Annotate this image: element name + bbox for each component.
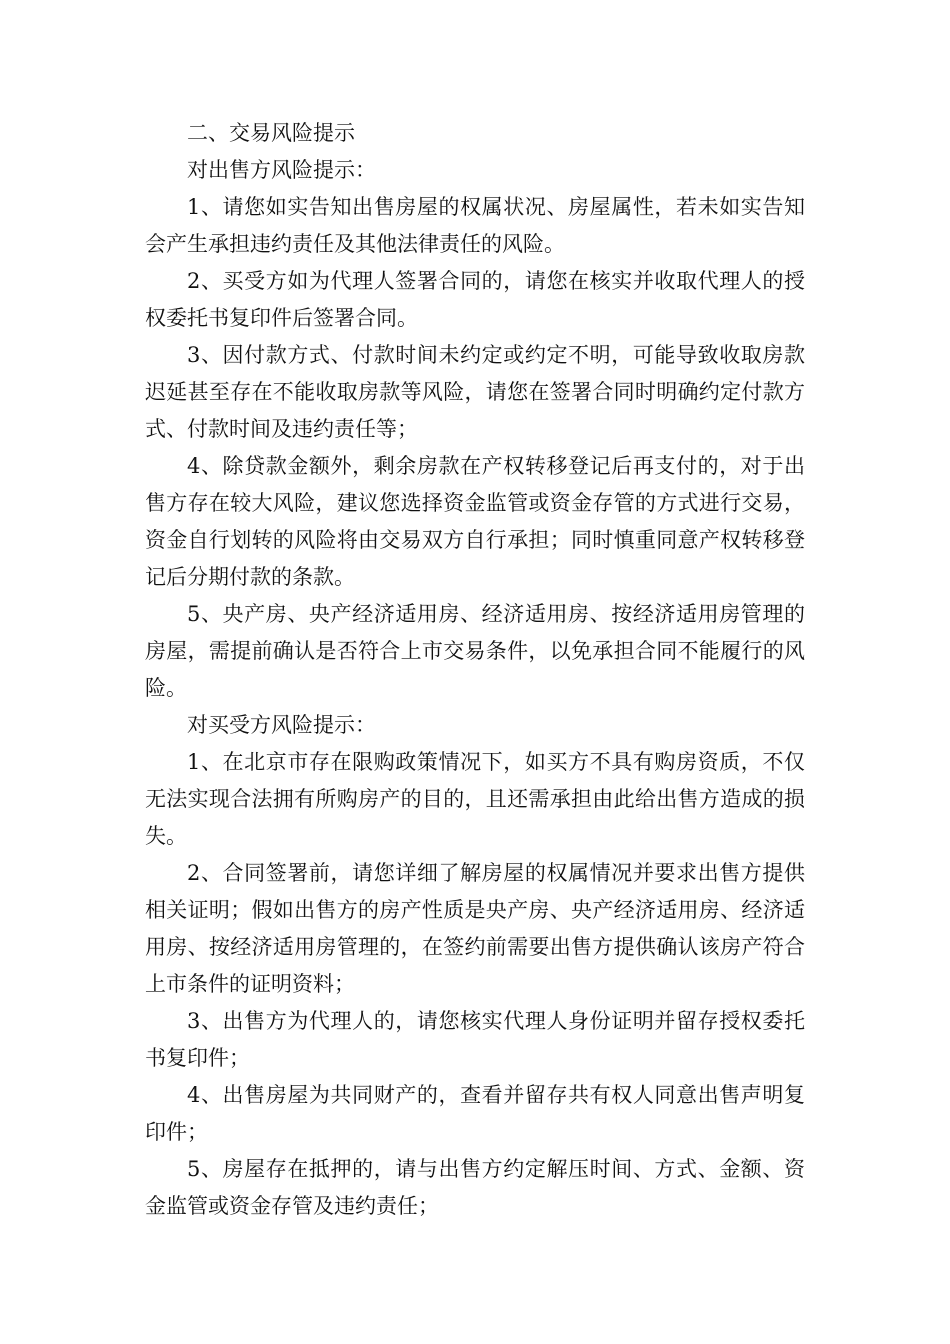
seller-risk-list [145,189,805,707]
buyer-risk-item-4: 4、出售房屋为共同财产的，查看并留存共有权人同意出售声明复印件； [145,1083,805,1144]
buyer-risk-item-1: 1、在北京市存在限购政策情况下，如买方不具有购房资质，不仅无法实现合法拥有所购房产的目的，且还需承担由此给出售方造成的损失。 [145,750,805,848]
document-page [145,115,805,1225]
buyer-risk-item-5: 5、房屋存在抵押的，请与出售方约定解压时间、方式、金额、资金监管或资金存管及违约责任； [145,1157,805,1218]
buyer-risk-item-2: 2、合同签署前，请您详细了解房屋的权属情况并要求出售方提供相关证明；假如出售方的房产性质是央产房、央产经济适用房、经济适用房、按经济适用房管理的，在签约前需要出售方提供确认该房产符合上市条件的证明资料； [145,861,805,996]
seller-risk-heading: 对出售方风险提示： [187,158,376,182]
section-heading: 二、交易风险提示 [187,121,355,145]
buyer-risk-heading: 对买受方风险提示： [187,713,376,737]
seller-risk-item-4: 4、除贷款金额外，剩余房款在产权转移登记后再支付的，对于出售方存在较大风险，建议您选择资金监管或资金存管的方式进行交易，资金自行划转的风险将由交易双方自行承担；同时慎重同意产权转移登记后分期付款的条款。 [145,454,805,589]
seller-risk-item-5: 5、央产房、央产经济适用房、经济适用房、按经济适用房管理的房屋，需提前确认是否符合上市交易条件，以免承担合同不能履行的风险。 [145,602,805,700]
seller-risk-item-3: 3、因付款方式、付款时间未约定或约定不明，可能导致收取房款迟延甚至存在不能收取房款等风险，请您在签署合同时明确约定付款方式、付款时间及违约责任等； [145,343,805,441]
seller-risk-item-2: 2、买受方如为代理人签署合同的，请您在核实并收取代理人的授权委托书复印件后签署合同。 [145,269,805,330]
buyer-risk-item-3: 3、出售方为代理人的，请您核实代理人身份证明并留存授权委托书复印件； [145,1009,805,1070]
buyer-risk-list [145,744,805,1225]
seller-risk-item-1: 1、请您如实告知出售房屋的权属状况、房屋属性，若未如实告知会产生承担违约责任及其他法律责任的风险。 [145,195,805,256]
